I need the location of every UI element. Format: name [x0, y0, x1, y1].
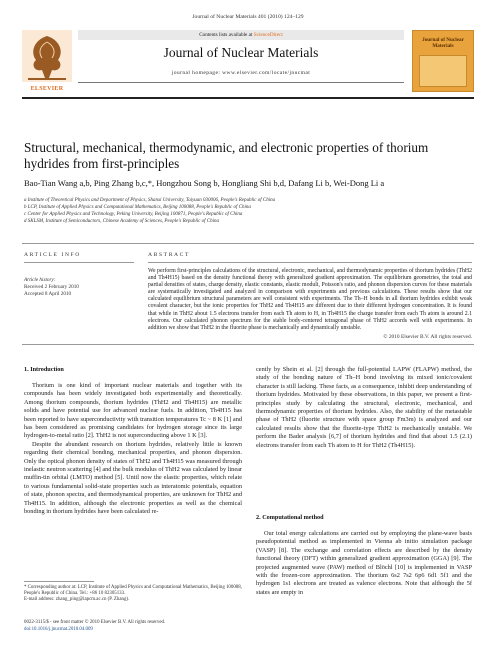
masthead	[22, 30, 474, 92]
elsevier-logo	[22, 30, 72, 92]
sciencedirect-link[interactable]: ScienceDirect	[253, 32, 283, 38]
abstract-heading: ABSTRACT	[148, 252, 191, 258]
article-info-rule	[24, 262, 134, 263]
affiliation-c: c Center for Applied Physics and Technology, Peking University, Beijing 100871, People's Republic of China	[24, 212, 243, 217]
introduction-body	[24, 382, 242, 517]
right-column-body	[256, 366, 472, 450]
intro-paragraph-2: Despite the abundant research on thorium hydrides, relatively little is known regarding their chemical bonding, mechanical properties, and phonon dispersion. Only the optical phonon density of states of ThH2 and Th4H15 was measured through inelastic neutron scattering [4] and the bulk modulus of ThH2 was calculated by linear muffin-tin orbital (LMTO) method [5]. Until now the elastic properties, which relate to various fundamental solid-state properties such as interatomic potentials, equation of state, phonon spectra, and thermodynamical properties, are unknown for ThH2 and Th4H15. In addition, although the electronic properties as well as the chemical bonding in thorium hydrides have been calculated re-	[24, 440, 242, 516]
elsevier-tree-icon	[22, 30, 72, 82]
journal-title: Journal of Nuclear Materials	[163, 45, 319, 60]
intro-continued-paragraph: cently by Shein et al. [2] through the full-potential LAPW (FLAPW) method, the study of the bonding nature of Th–H bond involving its mixed ionic/covalent character is still lacking. These facts, as a consequence, inhibit deep understanding of thorium hydrides. Motivated by these observations, in this paper, we present a first-principles study by calculating the structural, electronic, mechanical, and thermodynamic properties of thorium hydrides. Also, the stability of the metastable phase of ThH2 (fluorite structure with space group Fm3m) is analyzed and our calculated results show that the fluorite-type ThH2 is mechanically unstable. We perform the Bader analysis [6,7] of thorium hydrides and find that about 1.5 (2.1) electrons transfer from each Th atom to H for ThH2 (Th4H15).	[256, 366, 472, 449]
email-note: E-mail address: zhang_ping@iapcm.ac.cn (P. Zhang).	[24, 597, 130, 603]
computational-method-body	[256, 530, 472, 597]
intro-paragraph-1: Thorium is one kind of important nuclear materials and together with its compounds has been widely investigated both experimentally and theoretically. Among thorium compounds, thorium hydrides (ThH2 and Th4H15) are metallic solids and have potential use for advanced nuclear fuels. In addition, Th4H15 has been reported to have superconductivity with transition temperatures Tc ~ 8 K [1] and has been considered as promising candidates for hydrogen storage since its large hydrogen-to-metal ratio [2]. ThH2 is not superconducting above 1 K [3].	[24, 382, 242, 440]
affiliation-d: d SKLSM, Institute of Semiconductors, Chinese Academy of Sciences, People's Republic of China	[24, 219, 219, 224]
footnote-rule	[24, 581, 94, 582]
contents-bar	[78, 30, 404, 40]
article-history	[24, 277, 134, 297]
section-rule	[22, 243, 474, 244]
article-identifiers	[24, 620, 244, 633]
cover-title: Journal of Nuclear Materials	[422, 37, 464, 49]
abstract-bottom-rule	[22, 344, 474, 345]
journal-banner	[78, 30, 404, 92]
computational-method-heading: 2. Computational method	[256, 514, 324, 521]
paper-title: Structural, mechanical, thermodynamic, and electronic properties of thorium hydrides from first-principles	[24, 140, 429, 171]
abstract-rule	[148, 262, 472, 263]
affiliation-b: b LCP, Institute of Applied Physics and Computational Mathematics, Beijing 100088, People's Republic of China	[24, 205, 251, 210]
affiliations	[24, 197, 472, 225]
received-date: Received 2 February 2010	[24, 283, 79, 290]
header-rule	[22, 97, 474, 99]
corresponding-author-note: * Corresponding author at: LCP, Institute of Applied Physics and Computational Mathematics, Beijing 100088, People's Republic of China. Tel.: +86 10 82305133.	[24, 585, 242, 597]
doi-link[interactable]: doi:10.1016/j.jnucmat.2010.04.009	[24, 626, 93, 632]
introduction-heading: 1. Introduction	[24, 366, 64, 373]
method-paragraph-1: Our total energy calculations are carried out by employing the plane-wave basis pseudopotential method as implemented in Vienna ab initio simulation package (VASP) [8]. The exchange and correlation effects are described by the density functional theory (DFT) within generalized gradient approximation (GGA) [9]. The projected augmented wave (PAW) method of Blöchl [10] is implemented in VASP with the frozen-core approximation. The thorium 6s2 7s2 6p6 6d1 5f1 and the hydrogen 1s1 electrons are treated as valence electrons. Note that although the 5f states are empty in	[256, 530, 472, 596]
abstract-text: We perform first-principles calculations of the structural, electronic, mechanical, and thermodynamic properties of thorium hydrides (ThH2 and Th4H15) based on the density functional theory with generalized gradient approximation. The equilibrium geometries, the total and partial densities of states, charge density, elastic constants, elastic moduli, Poisson's ratio, and phonon dispersion curves for these materials are systematically investigated and analyzed in comparison with experiments and previous calculations. These results show that our calculated equilibrium structural parameters are well consistent with experiments. The Th–H bonds in all thorium hydrides exhibit weak covalent character, but the ionic properties for ThH2 and Th4H15 are different due to their different hydrogen concentration. It is found that while in ThH2 about 1.5 electrons transfer from each Th atom to H, in Th4H15 the charge transfer from each Th atom is around 2.1 electrons. Our calculated phonon spectrum for the stable body-centered tetragonal phase of ThH2 accords well with experiments. In addition we show that ThH2 in the fluorite phase is mechanically and dynamically unstable.	[148, 268, 472, 331]
journal-citation: Journal of Nuclear Materials 401 (2010) 124–129	[192, 14, 304, 20]
article-info-heading: ARTICLE INFO	[24, 252, 81, 258]
journal-cover-image	[412, 30, 474, 92]
copyright-notice: © 2010 Elsevier B.V. All rights reserved.	[383, 334, 472, 340]
accepted-date: Accepted 8 April 2010	[24, 290, 72, 297]
affiliation-a: a Institute of Theoretical Physics and Department of Physics, Shanxi University, Taiyuan 030006, People's Republic of China	[24, 198, 276, 203]
footnotes	[24, 585, 244, 604]
contents-prefix: Contents lists available at	[199, 32, 254, 38]
journal-homepage[interactable]: journal homepage: www.elsevier.com/locate/jnucmat	[171, 70, 311, 76]
author-list: Bao-Tian Wang a,b, Ping Zhang b,c,*, Hongzhou Song b, Hongliang Shi b,d, Dafang Li b, Wei-Dong Li a	[24, 178, 385, 188]
cover-graphic	[419, 55, 467, 87]
history-label: Article history:	[24, 277, 56, 283]
banner-rule	[78, 82, 404, 83]
issn-line: 0022-3115/$ - see front matter © 2010 Elsevier B.V. All rights reserved.	[24, 620, 166, 625]
elsevier-wordmark: ELSEVIER	[30, 86, 64, 92]
